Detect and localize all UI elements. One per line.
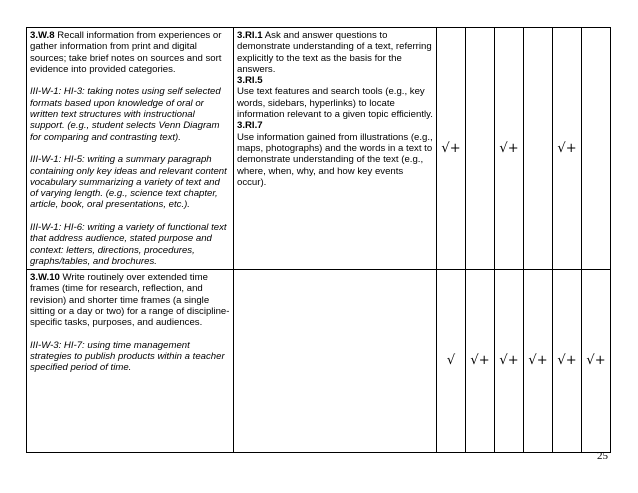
related-standard <box>237 30 433 75</box>
check-mark: √+ <box>495 270 524 453</box>
check-mark: √+ <box>553 28 582 270</box>
standard-cell <box>27 28 234 270</box>
standard-note: III-W-1: HI-3: taking notes using self selected formats based upon knowledge of oral or written text structures with instructional support. (e.g., student selects Venn Diagram for comparing and contrasting text). <box>30 86 221 143</box>
check-mark <box>582 28 611 270</box>
standard-statement <box>30 30 230 75</box>
check-mark: √+ <box>553 270 582 453</box>
standard-statement <box>30 272 230 328</box>
check-mark: √+ <box>495 28 524 270</box>
related-code: 3.RI.5 <box>237 75 263 87</box>
related-text: Use text features and search tools (e.g., key words, sidebars, hyperlinks) to locate information relevant to a given topic efficiently. <box>237 86 433 121</box>
standard-note: III-W-1: HI-6: writing a variety of functional text that address audience, stated purpose and context: letters, directions, procedures, graphs/tables, and brochures. <box>30 222 227 267</box>
standard-text: Write routinely over extended time frames (time for research, reflection, and revision) and shorter time frames (a single sitting or a day or two) for a range of discipline-specific tasks, purposes, and audiences. <box>30 272 230 329</box>
standard-text: Recall information from experiences or gather information from print and digital sources; take brief notes on sources and sort evidence into provided categories. <box>30 30 222 75</box>
standard-cell <box>27 270 234 453</box>
check-mark: √ <box>437 270 466 453</box>
check-mark: √+ <box>466 270 495 453</box>
related-standard <box>237 75 433 120</box>
table-row <box>27 28 611 270</box>
standard-code: 3.W.10 <box>30 272 60 283</box>
table-row <box>27 270 611 453</box>
related-code: 3.RI.1 <box>237 30 263 41</box>
related-code: 3.RI.7 <box>237 120 263 132</box>
page-number: 25 <box>597 450 608 462</box>
related-standard <box>237 120 433 188</box>
check-mark: √+ <box>582 270 611 453</box>
check-mark: √+ <box>437 28 466 270</box>
standard-code: 3.W.8 <box>30 30 55 41</box>
check-mark <box>524 28 553 270</box>
check-mark <box>466 28 495 270</box>
standard-note: III-W-1: HI-5: writing a summary paragraph containing only key ideas and relevant content vocabulary summarizing a variety of text and of varying length. (e.g., science text chapter, article, book, oral presentations, etc.). <box>30 154 227 211</box>
check-mark: √+ <box>524 270 553 453</box>
related-standards-cell <box>234 270 437 453</box>
standard-note: III-W-3: HI-7: using time management strategies to publish products within a teacher specified period of time. <box>30 339 225 374</box>
related-text: Use information gained from illustrations (e.g., maps, photographs) and the words in a text to demonstrate understanding of the text (e.g., where, when, why, and how key events occur). <box>237 131 433 188</box>
related-standards-cell <box>234 28 437 270</box>
standards-table <box>26 27 611 453</box>
related-text: Ask and answer questions to demonstrate understanding of a text, referring explicitly to the text as the basis for the answers. <box>237 30 432 75</box>
